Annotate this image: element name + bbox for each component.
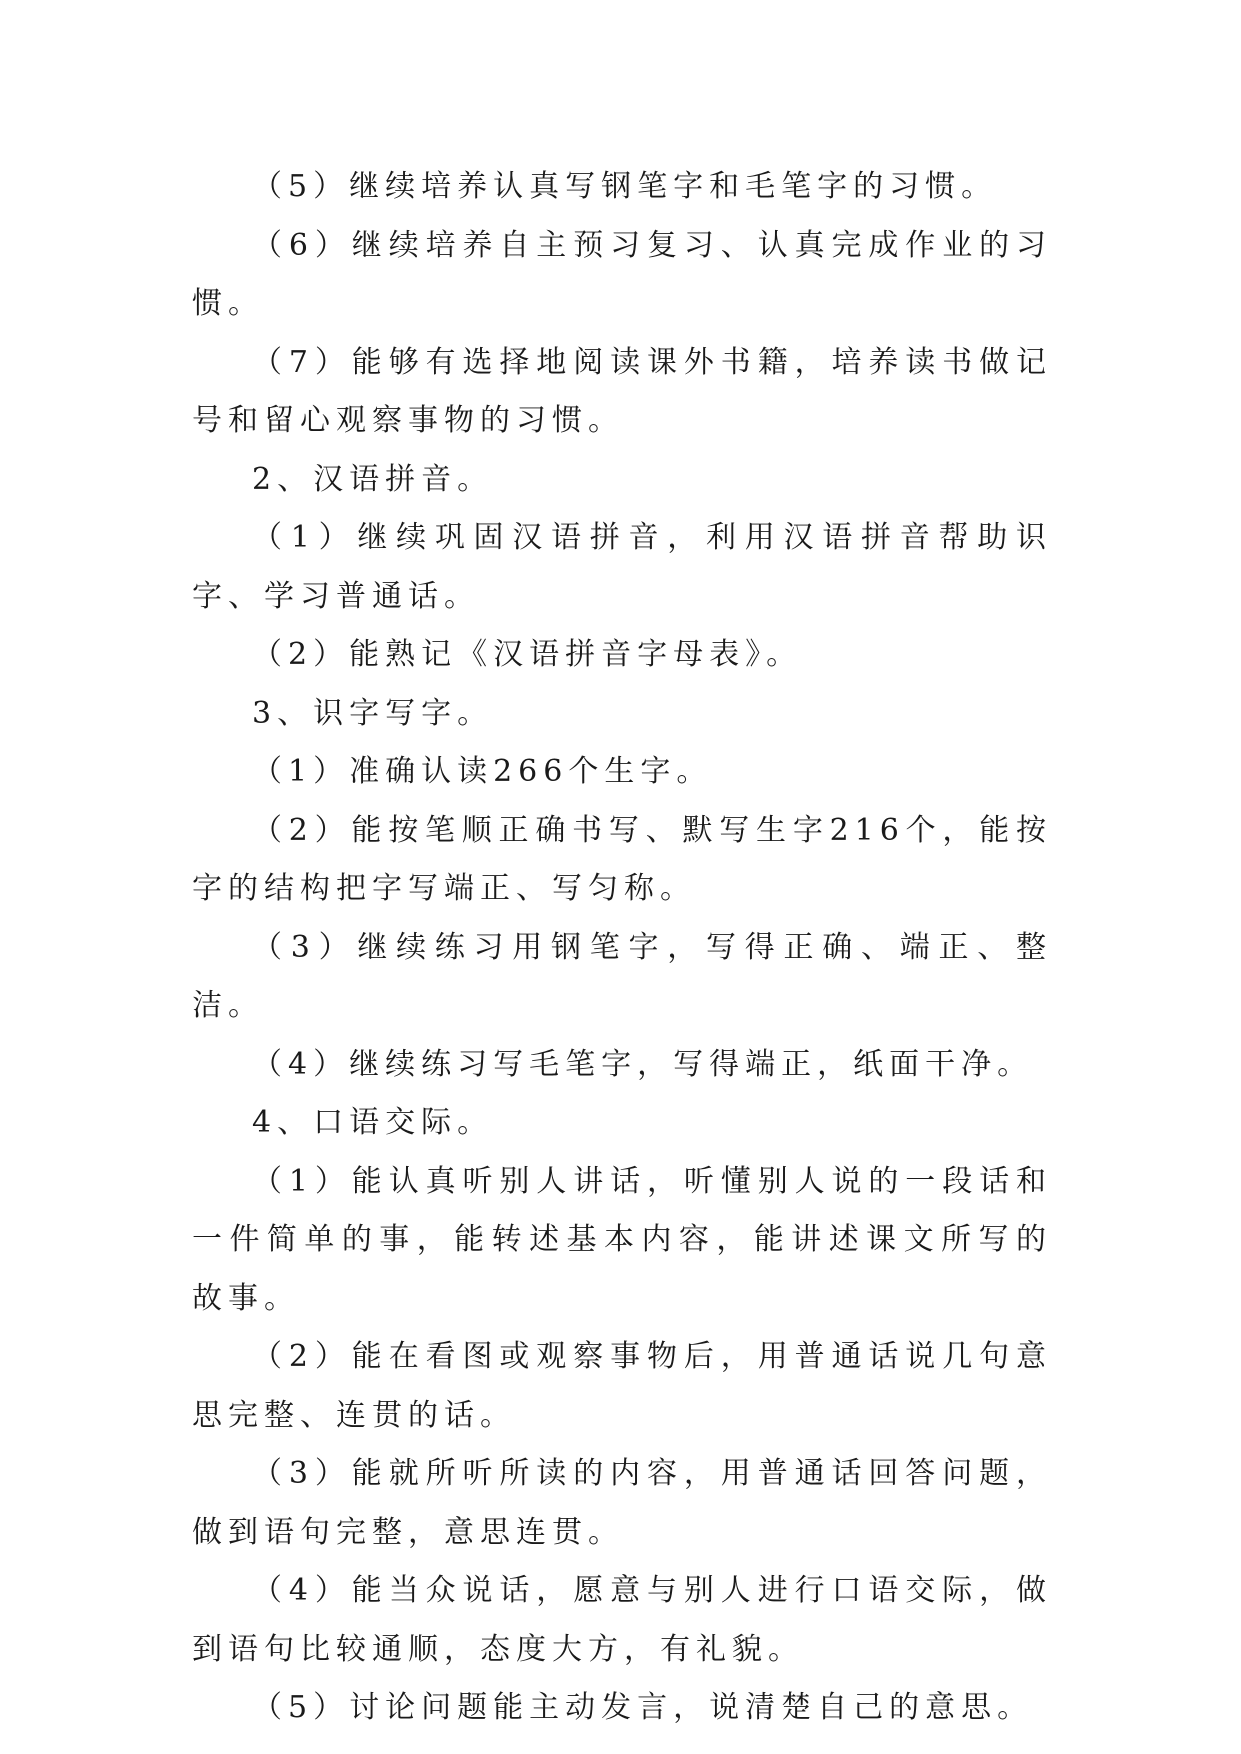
literacy-item-2: （2）能按笔顺正确书写、默写生字216个，能按字的结构把字写端正、写匀称。 — [192, 812, 1052, 906]
oral-item-1: （1）能认真听别人讲话，听懂别人说的一段话和一件简单的事，能转述基本内容，能讲述课文所写的故事。 — [192, 1163, 1052, 1316]
oral-item-3: （3）能就所听所读的内容，用普通话回答问题，做到语句完整，意思连贯。 — [192, 1456, 1052, 1550]
pinyin-item-1: （1）继续巩固汉语拼音，利用汉语拼音帮助识字、学习普通话。 — [192, 520, 1052, 614]
document-body — [192, 158, 1052, 1738]
literacy-item-3: （3）继续练习用钢笔字，写得正确、端正、整洁。 — [192, 929, 1052, 1023]
oral-item-4: （4）能当众说话，愿意与别人进行口语交际，做到语句比较通顺，态度大方，有礼貌。 — [192, 1573, 1052, 1667]
section-heading-oral: 4、口语交际。 — [252, 1105, 494, 1140]
habit-item-6: （6）继续培养自主预习复习、认真完成作业的习惯。 — [192, 227, 1052, 321]
oral-item-5: （5）讨论问题能主动发言，说清楚自己的意思。 — [252, 1690, 1034, 1725]
section-heading-pinyin: 2、汉语拼音。 — [252, 461, 494, 497]
pinyin-item-2: （2）能熟记《汉语拼音字母表》。 — [252, 637, 803, 672]
oral-item-2: （2）能在看图或观察事物后，用普通话说几句意思完整、连贯的话。 — [192, 1339, 1052, 1433]
section-heading-literacy: 3、识字写字。 — [252, 695, 494, 731]
habit-item-7: （7）能够有选择地阅读课外书籍，培养读书做记号和留心观察事物的习惯。 — [192, 344, 1052, 438]
habit-item-5: （5）继续培养认真写钢笔字和毛笔字的习惯。 — [252, 169, 998, 204]
literacy-item-4: （4）继续练习写毛笔字，写得端正，纸面干净。 — [252, 1046, 1034, 1082]
literacy-item-1: （1）准确认读266个生字。 — [252, 754, 713, 789]
